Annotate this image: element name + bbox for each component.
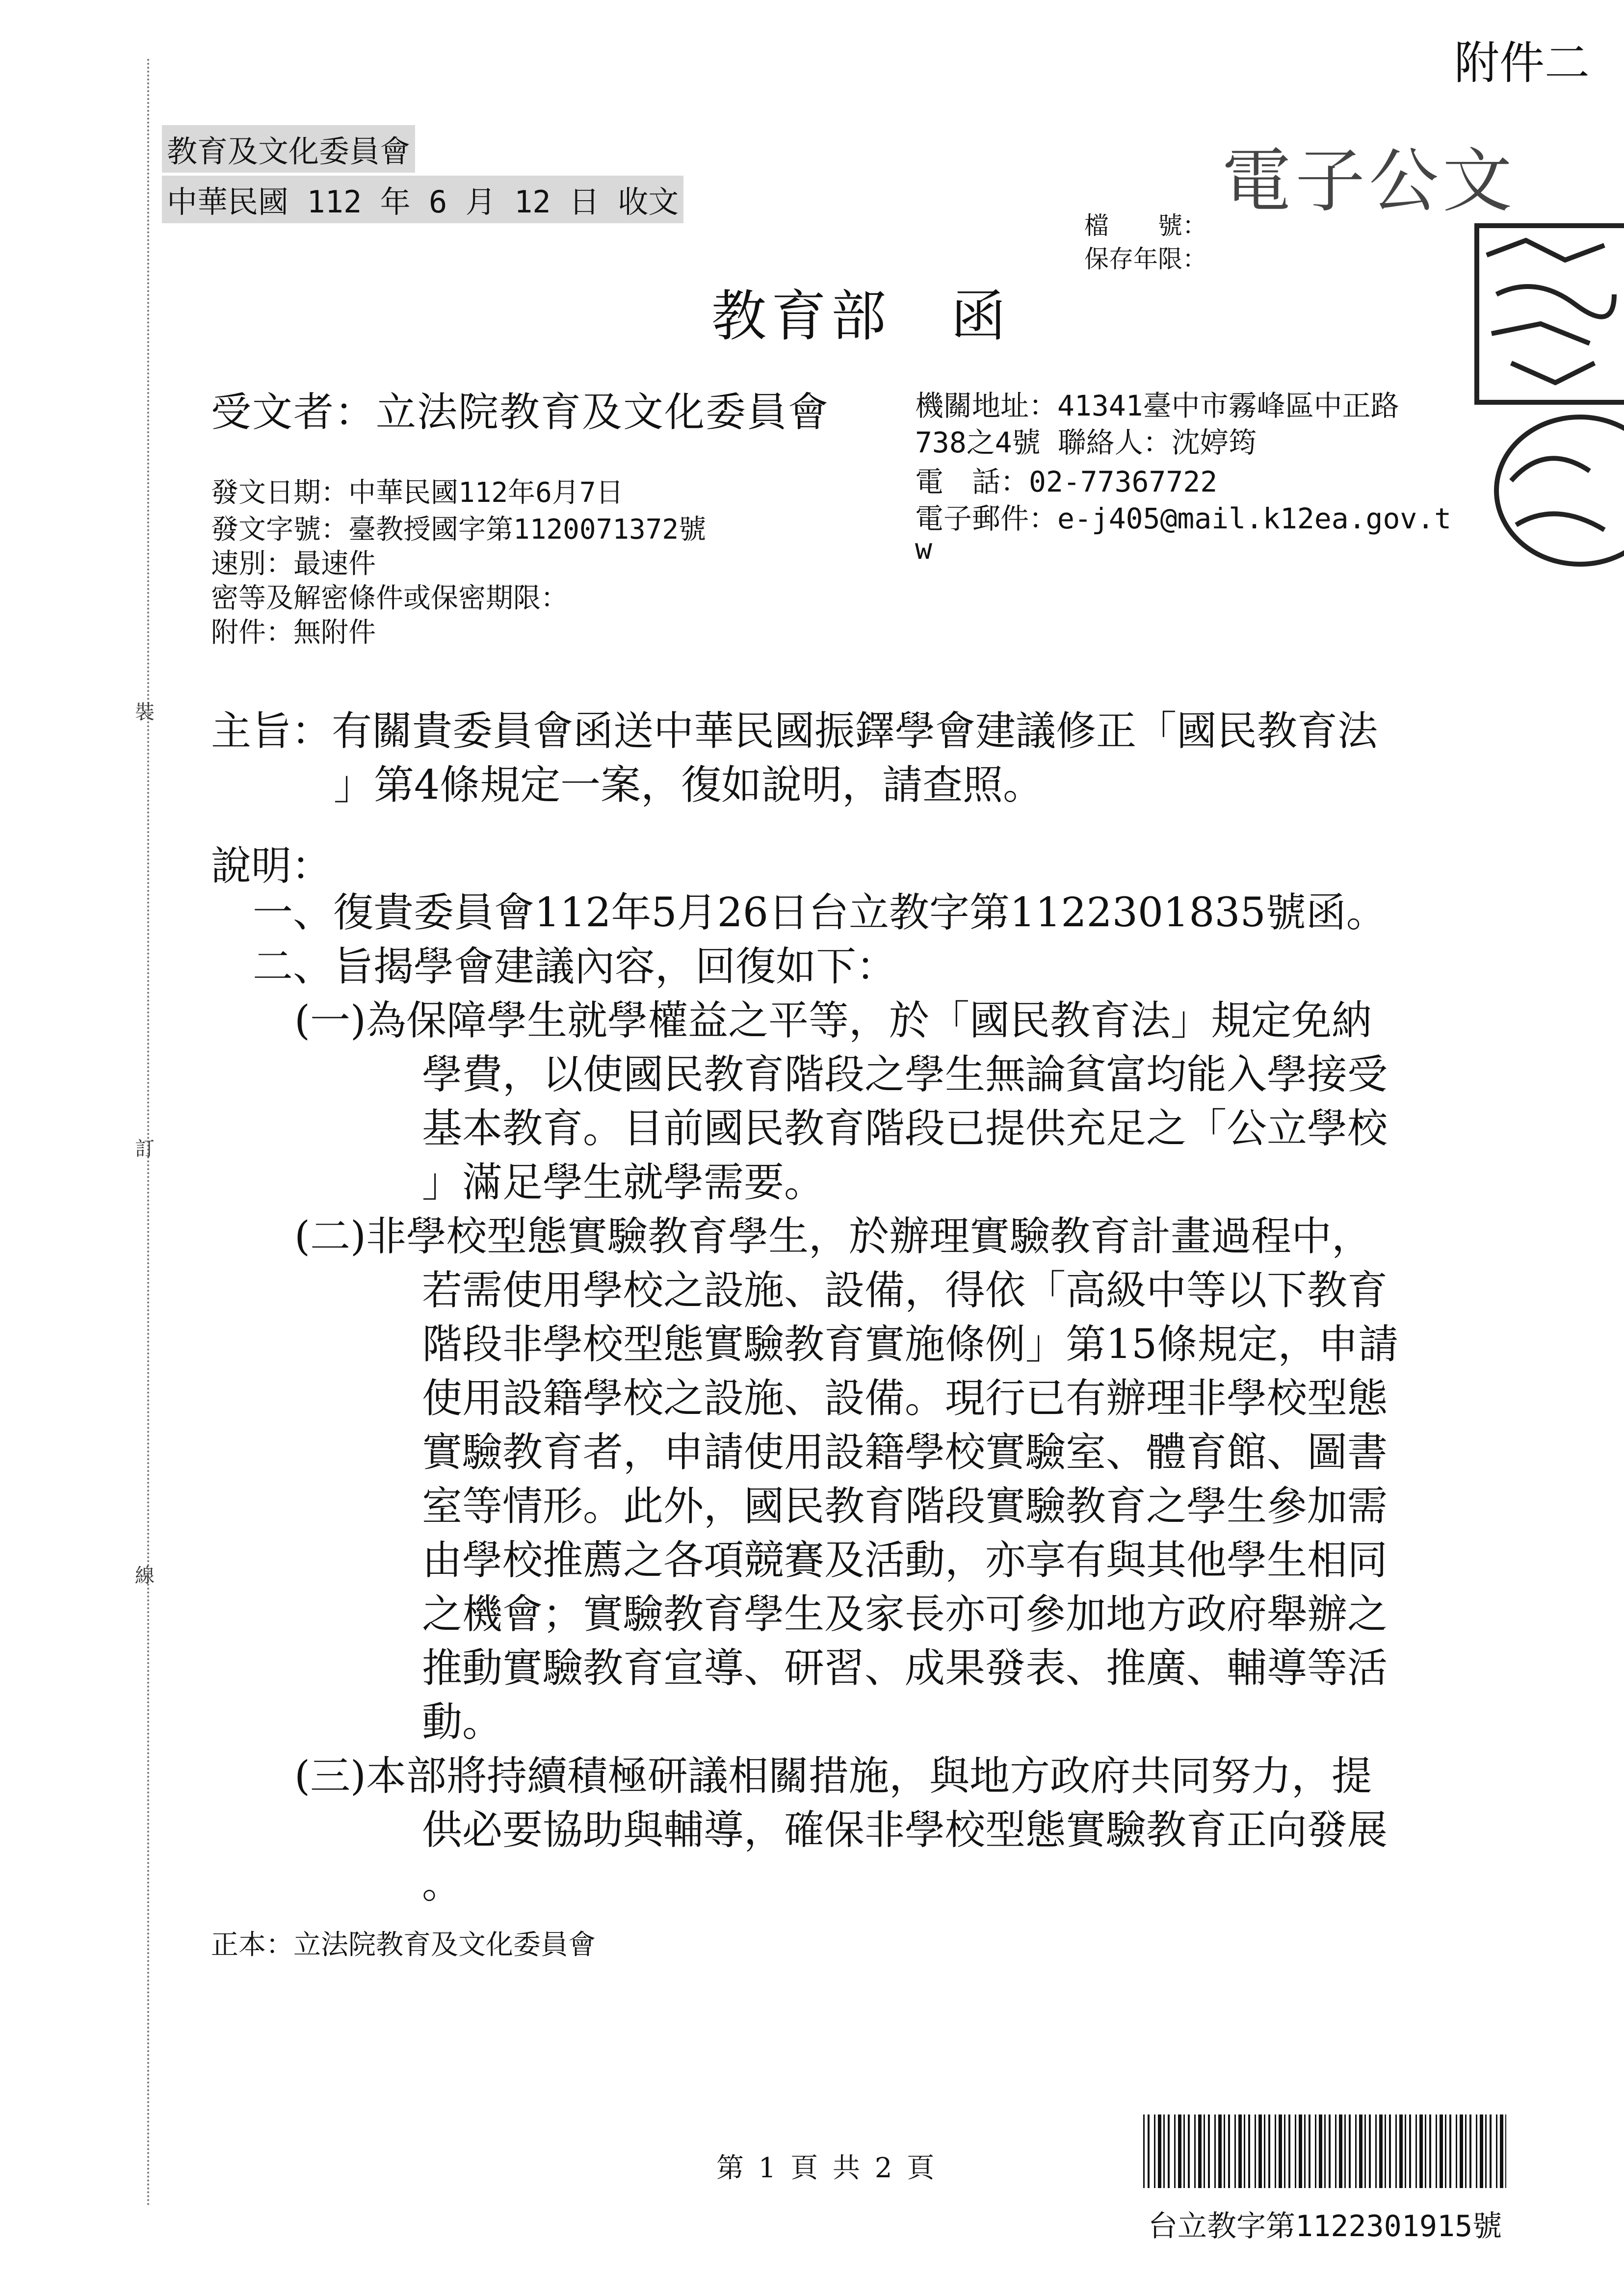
explanation-heading: 說明： [211, 843, 332, 889]
sub-item-3-line: 。 [422, 1861, 463, 1907]
binding-mark-zhuang: 裝 [135, 701, 155, 724]
email-line-2: w [915, 532, 932, 566]
delivery-speed: 速別：最速件 [211, 548, 376, 580]
binding-mark-xian: 線 [135, 1565, 155, 1587]
sub-item-2-line: 由學校推薦之各項競賽及活動，亦享有與其他學生相同 [422, 1537, 1388, 1584]
file-number-label: 檔 號： [1084, 211, 1207, 240]
recipient: 受文者：立法院教育及文化委員會 [211, 389, 830, 436]
document-number: 發文字號：臺教授國字第1120071372號 [211, 514, 707, 546]
sub-item-1-line: 」滿足學生就學需要。 [422, 1159, 825, 1206]
sub-item-2-line: 若需使用學校之設施、設備，得依「高級中等以下教育 [422, 1267, 1388, 1314]
sub-item-1-line: (一)為保障學生就學權益之平等，於「國民教育法」規定免納 [294, 997, 1372, 1044]
address-line-2: 738之4號 聯絡人：沈婷筠 [915, 426, 1257, 459]
barcode-icon [1143, 2114, 1506, 2188]
attachments: 附件：無附件 [211, 617, 376, 649]
incoming-document-number: 台立教字第1122301915號 [1148, 2209, 1502, 2244]
official-seal-icon [1467, 186, 1624, 589]
page-number: 第 1 頁 共 2 頁 [716, 2152, 938, 2184]
sub-item-1-line: 基本教育。目前國民教育階段已提供充足之「公立學校 [422, 1105, 1388, 1152]
electronic-document-stamp: 電子公文 [1222, 141, 1516, 222]
issue-date: 發文日期：中華民國112年6月7日 [211, 477, 624, 509]
sub-item-2-line: (二)非學校型態實驗教育學生，於辦理實驗教育計畫過程中， [294, 1213, 1372, 1260]
explanation-item-2: 二、旨揭學會建議內容，回復如下： [253, 943, 897, 990]
secrecy-level: 密等及解密條件或保密期限： [211, 582, 568, 614]
document-title: 教育部 函 [711, 285, 1011, 348]
sub-item-3-line: (三)本部將持續積極研議相關措施，與地方政府共同努力，提 [294, 1753, 1372, 1800]
copy-to: 正本：立法院教育及文化委員會 [211, 1929, 596, 1961]
sub-item-2-line: 使用設籍學校之設施、設備。現行已有辦理非學校型態 [422, 1375, 1388, 1422]
receipt-stamp-committee: 教育及文化委員會 [162, 125, 415, 173]
sub-item-1-line: 學費，以使國民教育階段之學生無論貧富均能入學接受 [422, 1051, 1388, 1098]
sub-item-2-line: 階段非學校型態實驗教育實施條例」第15條規定，申請 [422, 1321, 1399, 1368]
sub-item-2-line: 推動實驗教育宣導、研習、成果發表、推廣、輔導等活 [422, 1645, 1388, 1692]
sub-item-2-line: 之機會；實驗教育學生及家長亦可參加地方政府舉辦之 [422, 1591, 1388, 1638]
retention-period-label: 保存年限： [1084, 245, 1207, 273]
sub-item-2-line: 室等情形。此外，國民教育階段實驗教育之學生參加需 [422, 1483, 1388, 1530]
sub-item-2-line: 實驗教育者，申請使用設籍學校實驗室、體育館、圖書 [422, 1429, 1388, 1476]
explanation-item-1: 一、復貴委員會112年5月26日台立教字第1122301835號函。 [253, 889, 1387, 936]
binding-mark-ding: 訂 [135, 1138, 155, 1160]
sub-item-3-line: 供必要協助與輔導，確保非學校型態實驗教育正向發展 [422, 1807, 1388, 1853]
sub-item-2-line: 動。 [422, 1699, 503, 1746]
email-line-1: 電子郵件：e-j405@mail.k12ea.gov.t [915, 502, 1452, 535]
subject-line-2: 」第4條規定一案，復如說明，請查照。 [334, 762, 1044, 809]
subject-line-1: 主旨：有關貴委員會函送中華民國振鐸學會建議修正「國民教育法 [211, 708, 1378, 755]
address-line-1: 機關地址：41341臺中市霧峰區中正路 [915, 389, 1399, 422]
receipt-stamp-date: 中華民國 112 年 6 月 12 日 收文 [162, 176, 683, 223]
phone: 電 話：02-77367722 [915, 465, 1218, 498]
attachment-label: 附件二 [1454, 37, 1590, 89]
